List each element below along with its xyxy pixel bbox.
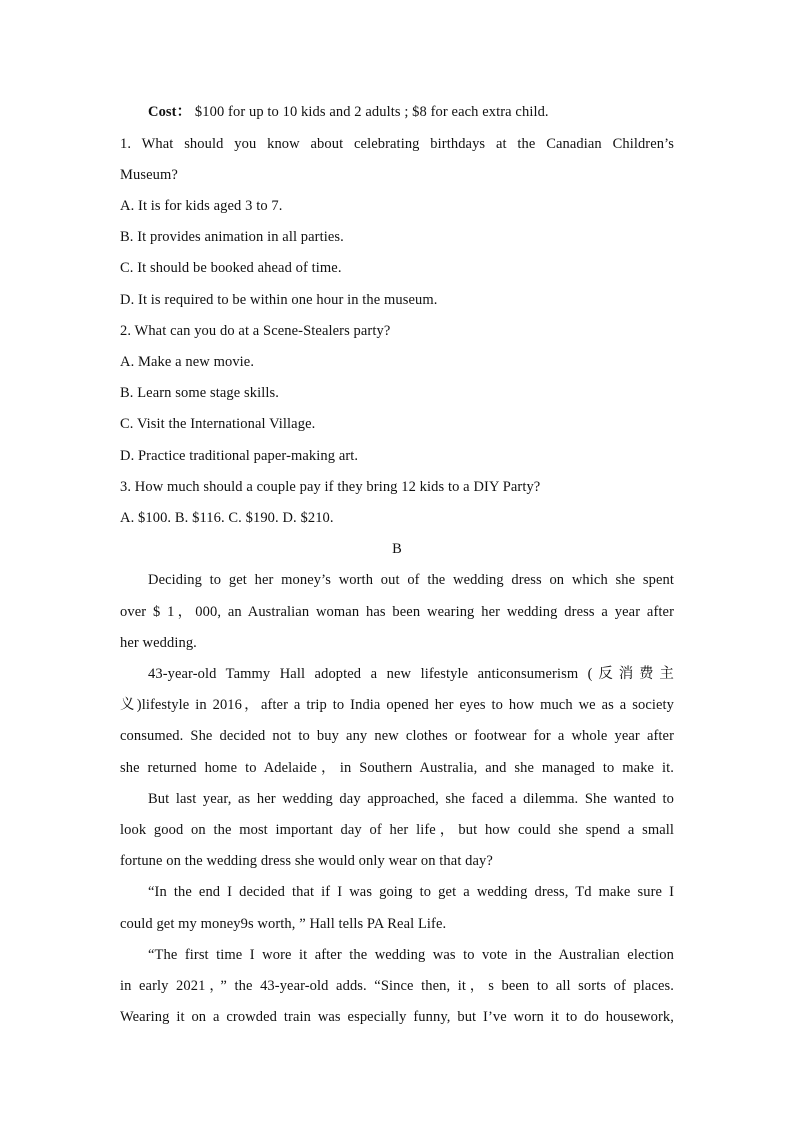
question-2-option-b: B. Learn some stage skills. (120, 385, 279, 401)
passage-p3-line1: But last year, as her wedding day approached, she faced a dilemma. She wanted to (148, 791, 674, 807)
passage-p4-line2: could get my money9s worth, ” Hall tells PA Real Life. (120, 916, 447, 932)
section-b-heading: B (392, 541, 402, 557)
passage-p3-line2: look good on the most important day of her life，but how could she spend a small (120, 822, 674, 838)
question-1-option-c: C. It should be booked ahead of time. (120, 260, 342, 276)
question-2-option-d: D. Practice traditional paper-making art. (120, 448, 359, 464)
question-1-option-d: D. It is required to be within one hour in the museum. (120, 292, 438, 308)
passage-p2-line1: 43-year-old Tammy Hall adopted a new lifestyle anticonsumerism (反消费主 (148, 666, 674, 682)
passage-p5-line1: “The first time I wore it after the wedding was to vote in the Australian election (148, 947, 674, 963)
passage-p5-line3: Wearing it on a crowded train was especially funny, but I’ve worn it to do housework, (120, 1009, 674, 1025)
passage-p1-line2: over $ 1，000, an Australian woman has been wearing her wedding dress a year after (120, 604, 674, 620)
passage-p1-line3: her wedding. (120, 635, 197, 651)
passage-p2-line2: 义)lifestyle in 2016，after a trip to India opened her eyes to how much we as a society (120, 697, 674, 713)
passage-p3-line3: fortune on the wedding dress she would only wear on that day? (120, 853, 493, 869)
question-2-option-c: C. Visit the International Village. (120, 416, 316, 432)
question-3-options: A. $100. B. $116. C. $190. D. $210. (120, 510, 334, 526)
passage-p2-line4: she returned home to Adelaide，in Southern Australia, and she managed to make it. (120, 760, 674, 776)
question-1-option-b: B. It provides animation in all parties. (120, 229, 344, 245)
question-1-stem-cont: Museum? (120, 167, 178, 183)
passage-p2-line3: consumed. She decided not to buy any new clothes or footwear for a whole year after (120, 728, 674, 744)
passage-p1-line1: Deciding to get her money’s worth out of the wedding dress on which she spent (148, 572, 674, 588)
cost-label: Cost： (148, 104, 192, 120)
cost-text: $100 for up to 10 kids and 2 adults ; $8 for each extra child. (191, 104, 549, 120)
question-1-option-a: A. It is for kids aged 3 to 7. (120, 198, 283, 214)
question-1-stem: 1. What should you know about celebrating birthdays at the Canadian Children’s (120, 136, 674, 152)
passage-p5-line2: in early 2021，” the 43-year-old adds. “Since then, it，s been to all sorts of places. (120, 978, 674, 994)
question-2-option-a: A. Make a new movie. (120, 354, 255, 370)
question-3-stem: 3. How much should a couple pay if they bring 12 kids to a DIY Party? (120, 479, 541, 495)
question-2-stem: 2. What can you do at a Scene-Stealers party? (120, 323, 391, 339)
cost-line (148, 102, 549, 122)
passage-p4-line1: “In the end I decided that if I was going to get a wedding dress, Td make sure I (148, 884, 674, 900)
